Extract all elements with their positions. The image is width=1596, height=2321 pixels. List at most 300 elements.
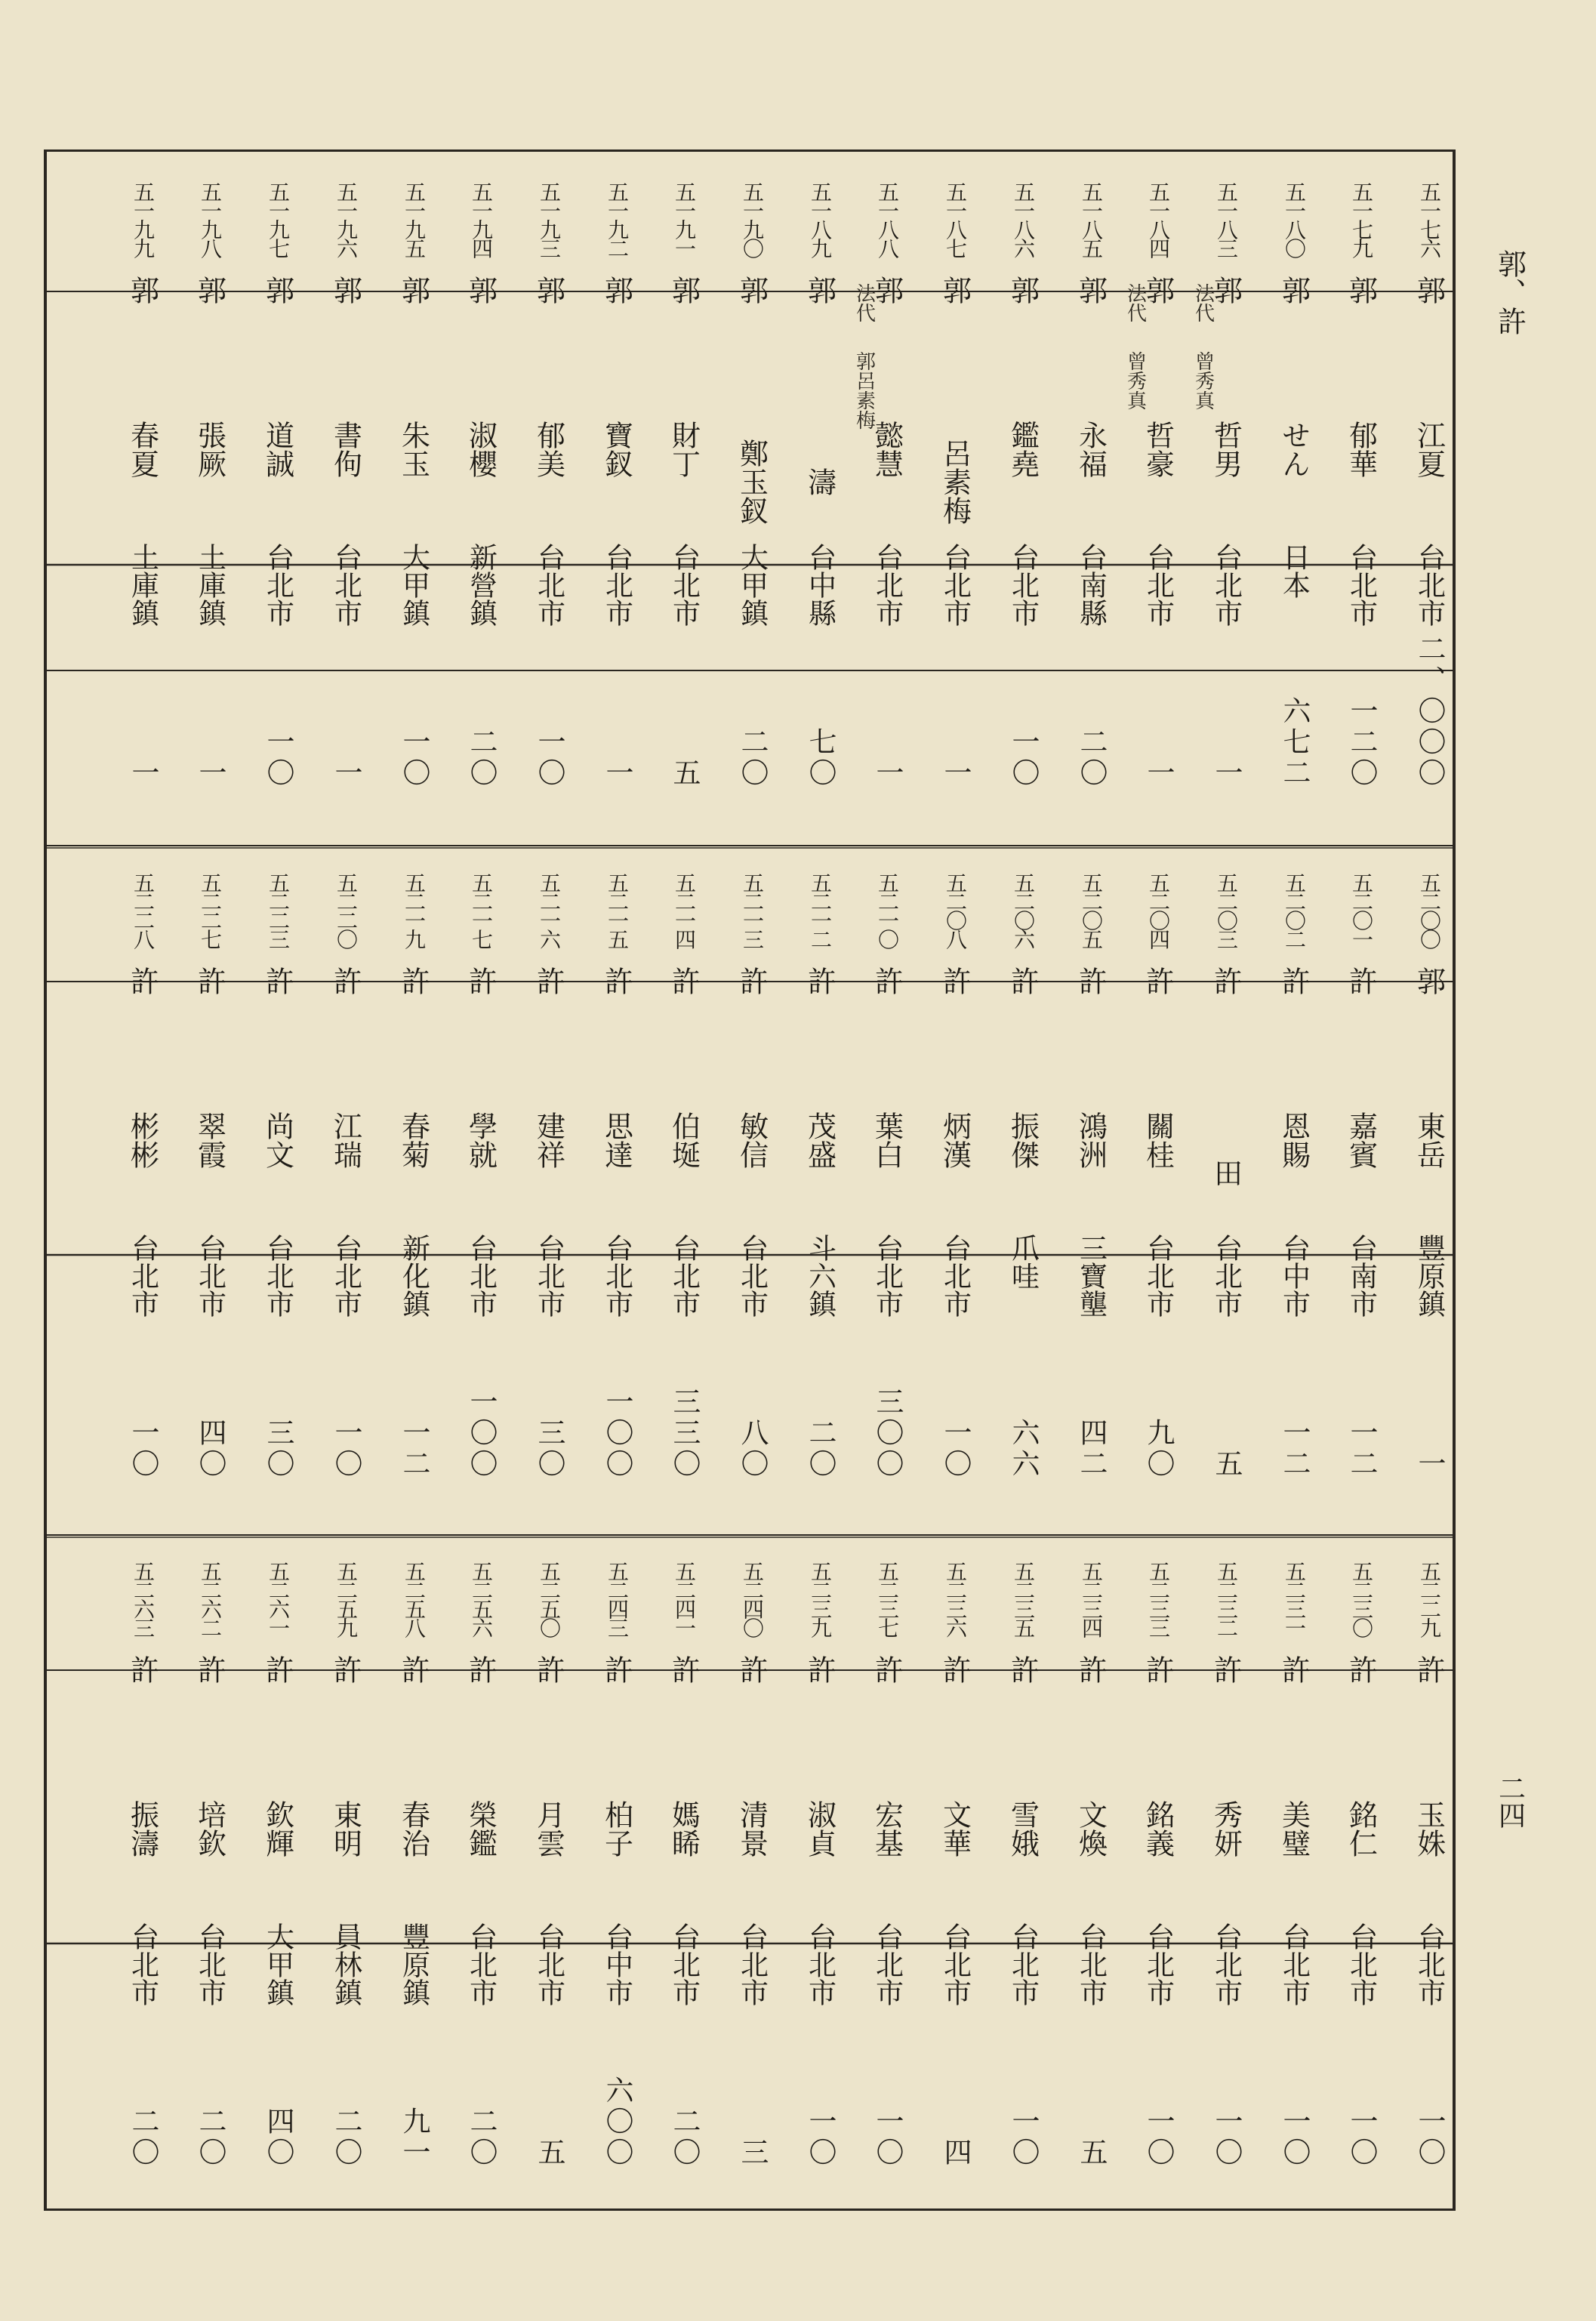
- entry-given-name: 柏子: [599, 1800, 633, 1857]
- entry-given-name: 鑑堯: [1006, 421, 1040, 478]
- entry-given-name: 郁美: [531, 421, 565, 478]
- table-row: [176, 853, 244, 1480]
- entry-given-name: 淑櫻: [464, 421, 498, 478]
- entry-place: 台中市: [1277, 1234, 1311, 1318]
- entry-surname: 郭: [464, 276, 498, 304]
- entry-given-name: 關桂: [1141, 1111, 1175, 1169]
- entry-surname: 許: [735, 966, 769, 995]
- entry-amount: 六〇〇: [601, 2076, 633, 2168]
- entry-surname: 郭: [938, 276, 972, 304]
- entry-given-name: 田: [1209, 1158, 1243, 1187]
- entry-surname: 郭: [1412, 276, 1446, 304]
- entry-place: 台北市: [1209, 1234, 1243, 1318]
- entry-amount: 一〇: [330, 1418, 362, 1480]
- table-row: [447, 1542, 515, 2168]
- entry-given-name: 濤: [803, 467, 837, 496]
- entry-surname: 郭: [1006, 276, 1040, 304]
- entry-amount: 一〇: [939, 1418, 972, 1480]
- entry-given-name: 月雲: [531, 1800, 565, 1857]
- entry-amount: 二〇: [736, 727, 769, 789]
- entry-place: 台北市: [193, 1922, 226, 2006]
- entry-number: 五一八九: [808, 181, 833, 257]
- entry-number: 五二四〇: [740, 1561, 765, 1636]
- entry-amount: 二〇: [1075, 727, 1108, 789]
- entry-amount: 一: [871, 758, 904, 789]
- entry-number: 五二〇一: [1349, 872, 1374, 948]
- entry-number: 五二三三: [1146, 1561, 1171, 1636]
- entry-surname: 許: [1141, 1655, 1175, 1684]
- entry-number: 五一八〇: [1282, 181, 1307, 257]
- table-row: [853, 1542, 921, 2168]
- entry-surname: 許: [735, 1655, 769, 1684]
- entry-amount: 一〇: [127, 1418, 159, 1480]
- entry-amount: 一: [601, 758, 633, 789]
- table-row: [1192, 853, 1260, 1480]
- entry-amount: 一〇: [871, 2107, 904, 2168]
- entry-surname: 許: [464, 966, 498, 995]
- entry-place: 爪哇: [1006, 1234, 1040, 1290]
- entry-given-name: 秀妍: [1209, 1800, 1243, 1857]
- entry-place: 土庫鎮: [126, 543, 159, 627]
- entry-place: 新化鎮: [397, 1234, 430, 1318]
- table-row: [921, 162, 989, 789]
- entry-amount: 三〇: [262, 1418, 294, 1480]
- entry-surname: 郭: [1412, 966, 1446, 995]
- entry-surname: 許: [1209, 1655, 1243, 1684]
- entry-number: 五二〇八: [943, 872, 968, 948]
- entry-surname: 郭: [328, 276, 362, 304]
- entry-amount: 四: [939, 2138, 972, 2168]
- entry-amount: 一〇: [1345, 2107, 1378, 2168]
- entry-surname: 郭: [1344, 276, 1378, 304]
- entry-place: 台北市: [1142, 1234, 1175, 1318]
- table-row: [583, 853, 651, 1480]
- entry-place: 台北市: [667, 1234, 701, 1318]
- entry-given-name: 宏基: [870, 1800, 904, 1857]
- entry-amount: 三三〇: [668, 1387, 701, 1480]
- entry-number: 五二〇二: [1282, 872, 1307, 948]
- entry-surname: 郭: [667, 276, 701, 304]
- entry-surname: 許: [193, 966, 226, 995]
- entry-place: 台北市: [1209, 1922, 1243, 2006]
- entry-amount: 一〇: [1278, 2107, 1311, 2168]
- entry-place: 台北市: [803, 1922, 837, 2006]
- entry-given-name: 思達: [599, 1111, 633, 1169]
- entry-amount: 一: [1142, 758, 1175, 789]
- entry-amount: 一〇: [804, 2107, 837, 2168]
- entry-given-name: せん: [1277, 421, 1311, 478]
- entry-amount: 一: [1210, 758, 1243, 789]
- entry-given-name: 銘仁: [1344, 1800, 1378, 1857]
- entry-place: 斗六鎮: [803, 1234, 837, 1318]
- entry-amount: 二、〇〇〇: [1413, 634, 1446, 789]
- entry-surname: 許: [1209, 966, 1243, 995]
- table-row: [380, 1542, 448, 2168]
- table-row: [1260, 162, 1328, 789]
- table-row: [853, 162, 921, 789]
- entry-given-name: 敏信: [735, 1111, 769, 1169]
- entry-surname: 許: [328, 966, 362, 995]
- entry-place: 台南市: [1345, 1234, 1378, 1318]
- table-row: [1395, 162, 1463, 789]
- entry-number: 五一九六: [334, 181, 359, 257]
- table-row: [921, 1542, 989, 2168]
- entry-given-name: 書佝: [328, 421, 362, 478]
- entry-place: 台北市: [532, 1922, 565, 2006]
- entry-number: 五二二〇: [334, 872, 359, 948]
- table-row: [786, 1542, 854, 2168]
- table-row: [1057, 853, 1125, 1480]
- entry-number: 五二三六: [943, 1561, 968, 1636]
- table-row: [380, 853, 448, 1480]
- entry-place: 台北市: [600, 1234, 633, 1318]
- table-row: [921, 853, 989, 1480]
- entry-surname: 郭: [531, 276, 565, 304]
- table-row: [1260, 1542, 1328, 2168]
- table-row: [176, 1542, 244, 2168]
- entry-given-name: 振濤: [125, 1800, 159, 1857]
- entry-surname: 許: [1074, 966, 1108, 995]
- entry-number: 五二〇三: [1214, 872, 1239, 948]
- entry-surname: 許: [599, 966, 633, 995]
- entry-number: 五二六二: [198, 1561, 223, 1636]
- entry-place: 台北市: [870, 1234, 904, 1318]
- entry-surname: 許: [464, 1655, 498, 1684]
- entry-place: 台北市: [1413, 543, 1446, 627]
- entry-place: 台北市: [329, 543, 362, 627]
- entry-surname: 許: [1412, 1655, 1446, 1684]
- entry-number: 五二二三: [266, 872, 291, 948]
- entry-surname: 許: [1006, 966, 1040, 995]
- entry-surname: 許: [667, 1655, 701, 1684]
- entry-amount: 一〇: [1413, 2107, 1446, 2168]
- table-row: [1124, 162, 1192, 789]
- entry-place: 台南縣: [1074, 543, 1108, 627]
- entry-amount: 一: [939, 758, 972, 789]
- entry-surname: 郭: [1277, 276, 1311, 304]
- entry-amount: 九一: [398, 2107, 430, 2168]
- entry-place: 大甲鎮: [735, 543, 769, 627]
- entry-number: 五二四一: [672, 1561, 697, 1636]
- entry-number: 五二一五: [605, 872, 630, 948]
- table-row: [1327, 853, 1395, 1480]
- entry-amount: 一〇: [1210, 2107, 1243, 2168]
- entry-number: 五二〇六: [1011, 872, 1036, 948]
- entry-place: 台北市: [870, 543, 904, 627]
- table-row: [650, 1542, 718, 2168]
- table-row: [1327, 162, 1395, 789]
- entry-number: 五二三二: [1214, 1561, 1239, 1636]
- entry-surname: 許: [260, 1655, 294, 1684]
- table-row: [1192, 162, 1260, 789]
- entry-number: 五二一四: [672, 872, 697, 948]
- table-row: [380, 162, 448, 789]
- entry-place: 台北市: [126, 1922, 159, 2006]
- entry-place: 台北市: [464, 1922, 498, 2006]
- table-row: [718, 162, 786, 789]
- entry-amount: 四〇: [194, 1418, 226, 1480]
- table-row: [312, 853, 380, 1480]
- entry-place: 台北市: [329, 1234, 362, 1318]
- entry-surname: 許: [667, 966, 701, 995]
- entry-given-name: 恩賜: [1277, 1111, 1311, 1169]
- table-row: [109, 1542, 177, 2168]
- entry-amount: 五: [1210, 1449, 1243, 1480]
- entry-given-name: 學就: [464, 1111, 498, 1169]
- entry-amount: 五: [668, 758, 701, 789]
- entry-amount: 二〇: [668, 2107, 701, 2168]
- entry-given-name: 永福: [1074, 421, 1108, 478]
- entry-amount: 一二: [1278, 1418, 1311, 1480]
- entry-amount: 八〇: [736, 1418, 769, 1480]
- entry-given-name: 清景: [735, 1800, 769, 1857]
- entry-given-name: 寶釵: [599, 421, 633, 478]
- table-row: [1395, 1542, 1463, 2168]
- entry-number: 五二六三: [131, 1561, 156, 1636]
- entry-given-name: 美璧: [1277, 1800, 1311, 1857]
- entry-number: 五二三〇: [1349, 1561, 1374, 1636]
- entry-given-name: 江瑞: [328, 1111, 362, 1169]
- entry-surname: 郭: [1209, 276, 1243, 304]
- table-row: [447, 853, 515, 1480]
- entry-given-name: 東明: [328, 1800, 362, 1857]
- entry-given-name: 媽睎: [667, 1800, 701, 1857]
- entry-given-name: 榮鑑: [464, 1800, 498, 1857]
- entry-place: 台北市: [1345, 543, 1378, 627]
- entry-surname: 許: [396, 1655, 430, 1684]
- entry-given-name: 培欽: [193, 1800, 226, 1857]
- entry-surname: 郭: [599, 276, 633, 304]
- entry-given-name: 淑貞: [803, 1800, 837, 1857]
- entry-given-name: 玉姝: [1412, 1800, 1446, 1857]
- entry-given-name: 銘義: [1141, 1800, 1175, 1857]
- entry-place: 台北市: [1209, 543, 1243, 627]
- table-row: [1057, 1542, 1125, 2168]
- entry-number: 五一九一: [672, 181, 697, 257]
- entry-number: 五一八八: [875, 181, 900, 257]
- entry-given-name: 雪娥: [1006, 1800, 1040, 1857]
- entry-amount: 五: [1075, 2138, 1108, 2168]
- entry-number: 五二三五: [1011, 1561, 1036, 1636]
- entry-place: 台中縣: [803, 543, 837, 627]
- table-row: [109, 162, 177, 789]
- entry-surname: 許: [531, 1655, 565, 1684]
- entry-amount: 三〇〇: [871, 1387, 904, 1480]
- entry-amount: 二〇: [465, 727, 498, 789]
- table-row: [989, 162, 1057, 789]
- entry-place: 台北市: [667, 1922, 701, 2006]
- entry-amount: 一: [1413, 1449, 1446, 1480]
- entry-surname: 許: [260, 966, 294, 995]
- entry-given-name: 東岳: [1412, 1111, 1446, 1169]
- entry-number: 五一九二: [605, 181, 630, 257]
- entry-number: 五一九五: [402, 181, 427, 257]
- entry-surname: 許: [328, 1655, 362, 1684]
- entry-surname: 許: [1006, 1655, 1040, 1684]
- entry-given-name: 振傑: [1006, 1111, 1040, 1169]
- entry-amount: 一〇: [1142, 2107, 1175, 2168]
- entry-place: 台北市: [735, 1234, 769, 1318]
- entry-given-name: 財丁: [667, 421, 701, 478]
- entry-amount: 一〇〇: [465, 1387, 498, 1480]
- entry-number: 五二一二: [808, 872, 833, 948]
- table-row: [1057, 162, 1125, 789]
- entry-surname: 許: [1141, 966, 1175, 995]
- entry-surname: 郭: [396, 276, 430, 304]
- entry-surname: 許: [870, 966, 904, 995]
- table-row: [447, 162, 515, 789]
- table-row: [786, 853, 854, 1480]
- table-row: [515, 162, 583, 789]
- entry-place: 台北市: [735, 1922, 769, 2006]
- entry-given-name: 翠霞: [193, 1111, 226, 1169]
- entry-surname: 郭: [193, 276, 226, 304]
- entry-number: 五二〇五: [1079, 872, 1104, 948]
- table-row: [853, 853, 921, 1480]
- entry-number: 五一九〇: [740, 181, 765, 257]
- entry-number: 五一七六: [1417, 181, 1442, 257]
- running-title: 郭、許: [1493, 249, 1527, 335]
- table-row: [718, 1542, 786, 2168]
- entry-surname: 許: [599, 1655, 633, 1684]
- entry-given-name: 懿慧: [870, 421, 904, 478]
- entry-amount: 一二: [1345, 1418, 1378, 1480]
- entry-place: 台北市: [1006, 543, 1040, 627]
- entry-given-name: 伯埏: [667, 1111, 701, 1169]
- table-row: [244, 1542, 312, 2168]
- entry-number: 五二五六: [469, 1561, 494, 1636]
- entry-amount: 二〇: [804, 1418, 837, 1480]
- entry-place: 台北市: [600, 543, 633, 627]
- entry-surname: 許: [396, 966, 430, 995]
- entry-place: 台北市: [938, 1234, 972, 1318]
- table-row: [650, 162, 718, 789]
- entry-amount: 一: [194, 758, 226, 789]
- table-row: [1124, 1542, 1192, 2168]
- entry-given-name: 哲男: [1209, 421, 1243, 478]
- entry-given-name: 欽輝: [260, 1800, 294, 1857]
- entry-given-name: 建祥: [531, 1111, 565, 1169]
- entry-place: 台中市: [600, 1922, 633, 2006]
- entry-place: 三寶壟: [1074, 1234, 1108, 1318]
- entry-amount: 九〇: [1142, 1418, 1175, 1480]
- entry-given-name: 文煥: [1074, 1800, 1108, 1857]
- entry-given-name: 尚文: [260, 1111, 294, 1169]
- entry-place: 台北市: [1413, 1922, 1446, 2006]
- table-row: [109, 853, 177, 1480]
- table-row: [176, 162, 244, 789]
- entry-place: 台北市: [667, 543, 701, 627]
- entry-amount: 二〇: [330, 2107, 362, 2168]
- entry-given-name: 江夏: [1412, 421, 1446, 478]
- entry-amount: 二〇: [465, 2107, 498, 2168]
- table-row: [244, 853, 312, 1480]
- entry-place: 台北市: [464, 1234, 498, 1318]
- entry-proxy-label: 法代: [1123, 283, 1147, 322]
- entry-amount: 二〇: [127, 2107, 159, 2168]
- entry-amount: 六七二: [1278, 696, 1311, 789]
- entry-place: 大甲鎮: [397, 543, 430, 627]
- entry-number: 五一九四: [469, 181, 494, 257]
- entry-amount: 一二: [398, 1418, 430, 1480]
- entry-surname: 郭: [735, 276, 769, 304]
- entry-place: 台北市: [532, 543, 565, 627]
- entry-number: 五二三七: [875, 1561, 900, 1636]
- entry-place: 台北市: [1142, 543, 1175, 627]
- entry-proxy-label: 法代: [852, 283, 876, 322]
- entry-given-name: 茂盛: [803, 1111, 837, 1169]
- entry-given-name: 呂素梅: [938, 439, 972, 525]
- entry-given-name: 朱玉: [396, 421, 430, 478]
- entry-number: 五二〇四: [1146, 872, 1171, 948]
- entry-place: 台北市: [870, 1922, 904, 2006]
- entry-amount: 三〇: [533, 1418, 565, 1480]
- table-row: [718, 853, 786, 1480]
- entry-place: 新營鎮: [464, 543, 498, 627]
- entry-place: 台北市: [126, 1234, 159, 1318]
- entry-amount: 一〇: [1007, 727, 1040, 789]
- entry-number: 五一八三: [1214, 181, 1239, 257]
- entry-number: 五二一七: [469, 872, 494, 948]
- entry-amount: 二〇: [194, 2107, 226, 2168]
- entry-surname: 郭: [803, 276, 837, 304]
- entry-place: 大甲鎮: [261, 1922, 294, 2006]
- entry-place: 台北市: [1345, 1922, 1378, 2006]
- table-row: [1395, 853, 1463, 1480]
- page-number: 二四: [1494, 1774, 1526, 1829]
- table-row: [244, 162, 312, 789]
- entry-number: 五二三四: [1079, 1561, 1104, 1636]
- entry-surname: 許: [125, 966, 159, 995]
- entry-place: 台北市: [1006, 1922, 1040, 2006]
- table-row: [989, 853, 1057, 1480]
- entry-place: 台北市: [1277, 1922, 1311, 2006]
- entry-given-name: 道誠: [260, 421, 294, 478]
- entry-amount: 五: [533, 2138, 565, 2168]
- entry-surname: 許: [125, 1655, 159, 1684]
- table-row: [650, 853, 718, 1480]
- entry-proxy-name: 郭呂素梅: [852, 351, 876, 430]
- entry-surname: 許: [803, 966, 837, 995]
- entry-given-name: 春菊: [396, 1111, 430, 1169]
- entry-surname: 許: [193, 1655, 226, 1684]
- entry-amount: 四〇: [262, 2107, 294, 2168]
- entry-number: 五二三一: [1282, 1561, 1307, 1636]
- entry-surname: 許: [1344, 1655, 1378, 1684]
- entry-number: 五一九九: [131, 181, 156, 257]
- entry-surname: 許: [870, 1655, 904, 1684]
- entry-amount: 三: [736, 2138, 769, 2168]
- table-row: [1192, 1542, 1260, 2168]
- entry-number: 五一八四: [1146, 181, 1171, 257]
- entry-number: 五一九三: [537, 181, 562, 257]
- entry-place: 台北市: [193, 1234, 226, 1318]
- entry-number: 五二五九: [334, 1561, 359, 1636]
- table-row: [989, 1542, 1057, 2168]
- entry-amount: 六六: [1007, 1418, 1040, 1480]
- entry-place: 台北市: [938, 1922, 972, 2006]
- entry-given-name: 哲豪: [1141, 421, 1175, 478]
- entry-surname: 許: [1277, 1655, 1311, 1684]
- table-row: [1327, 1542, 1395, 2168]
- entry-number: 五二五八: [402, 1561, 427, 1636]
- entry-surname: 許: [938, 1655, 972, 1684]
- entry-surname: 郭: [260, 276, 294, 304]
- entry-number: 五一九八: [198, 181, 223, 257]
- entry-surname: 郭: [125, 276, 159, 304]
- entry-number: 五二〇〇: [1417, 872, 1442, 948]
- entry-number: 五二五〇: [537, 1561, 562, 1636]
